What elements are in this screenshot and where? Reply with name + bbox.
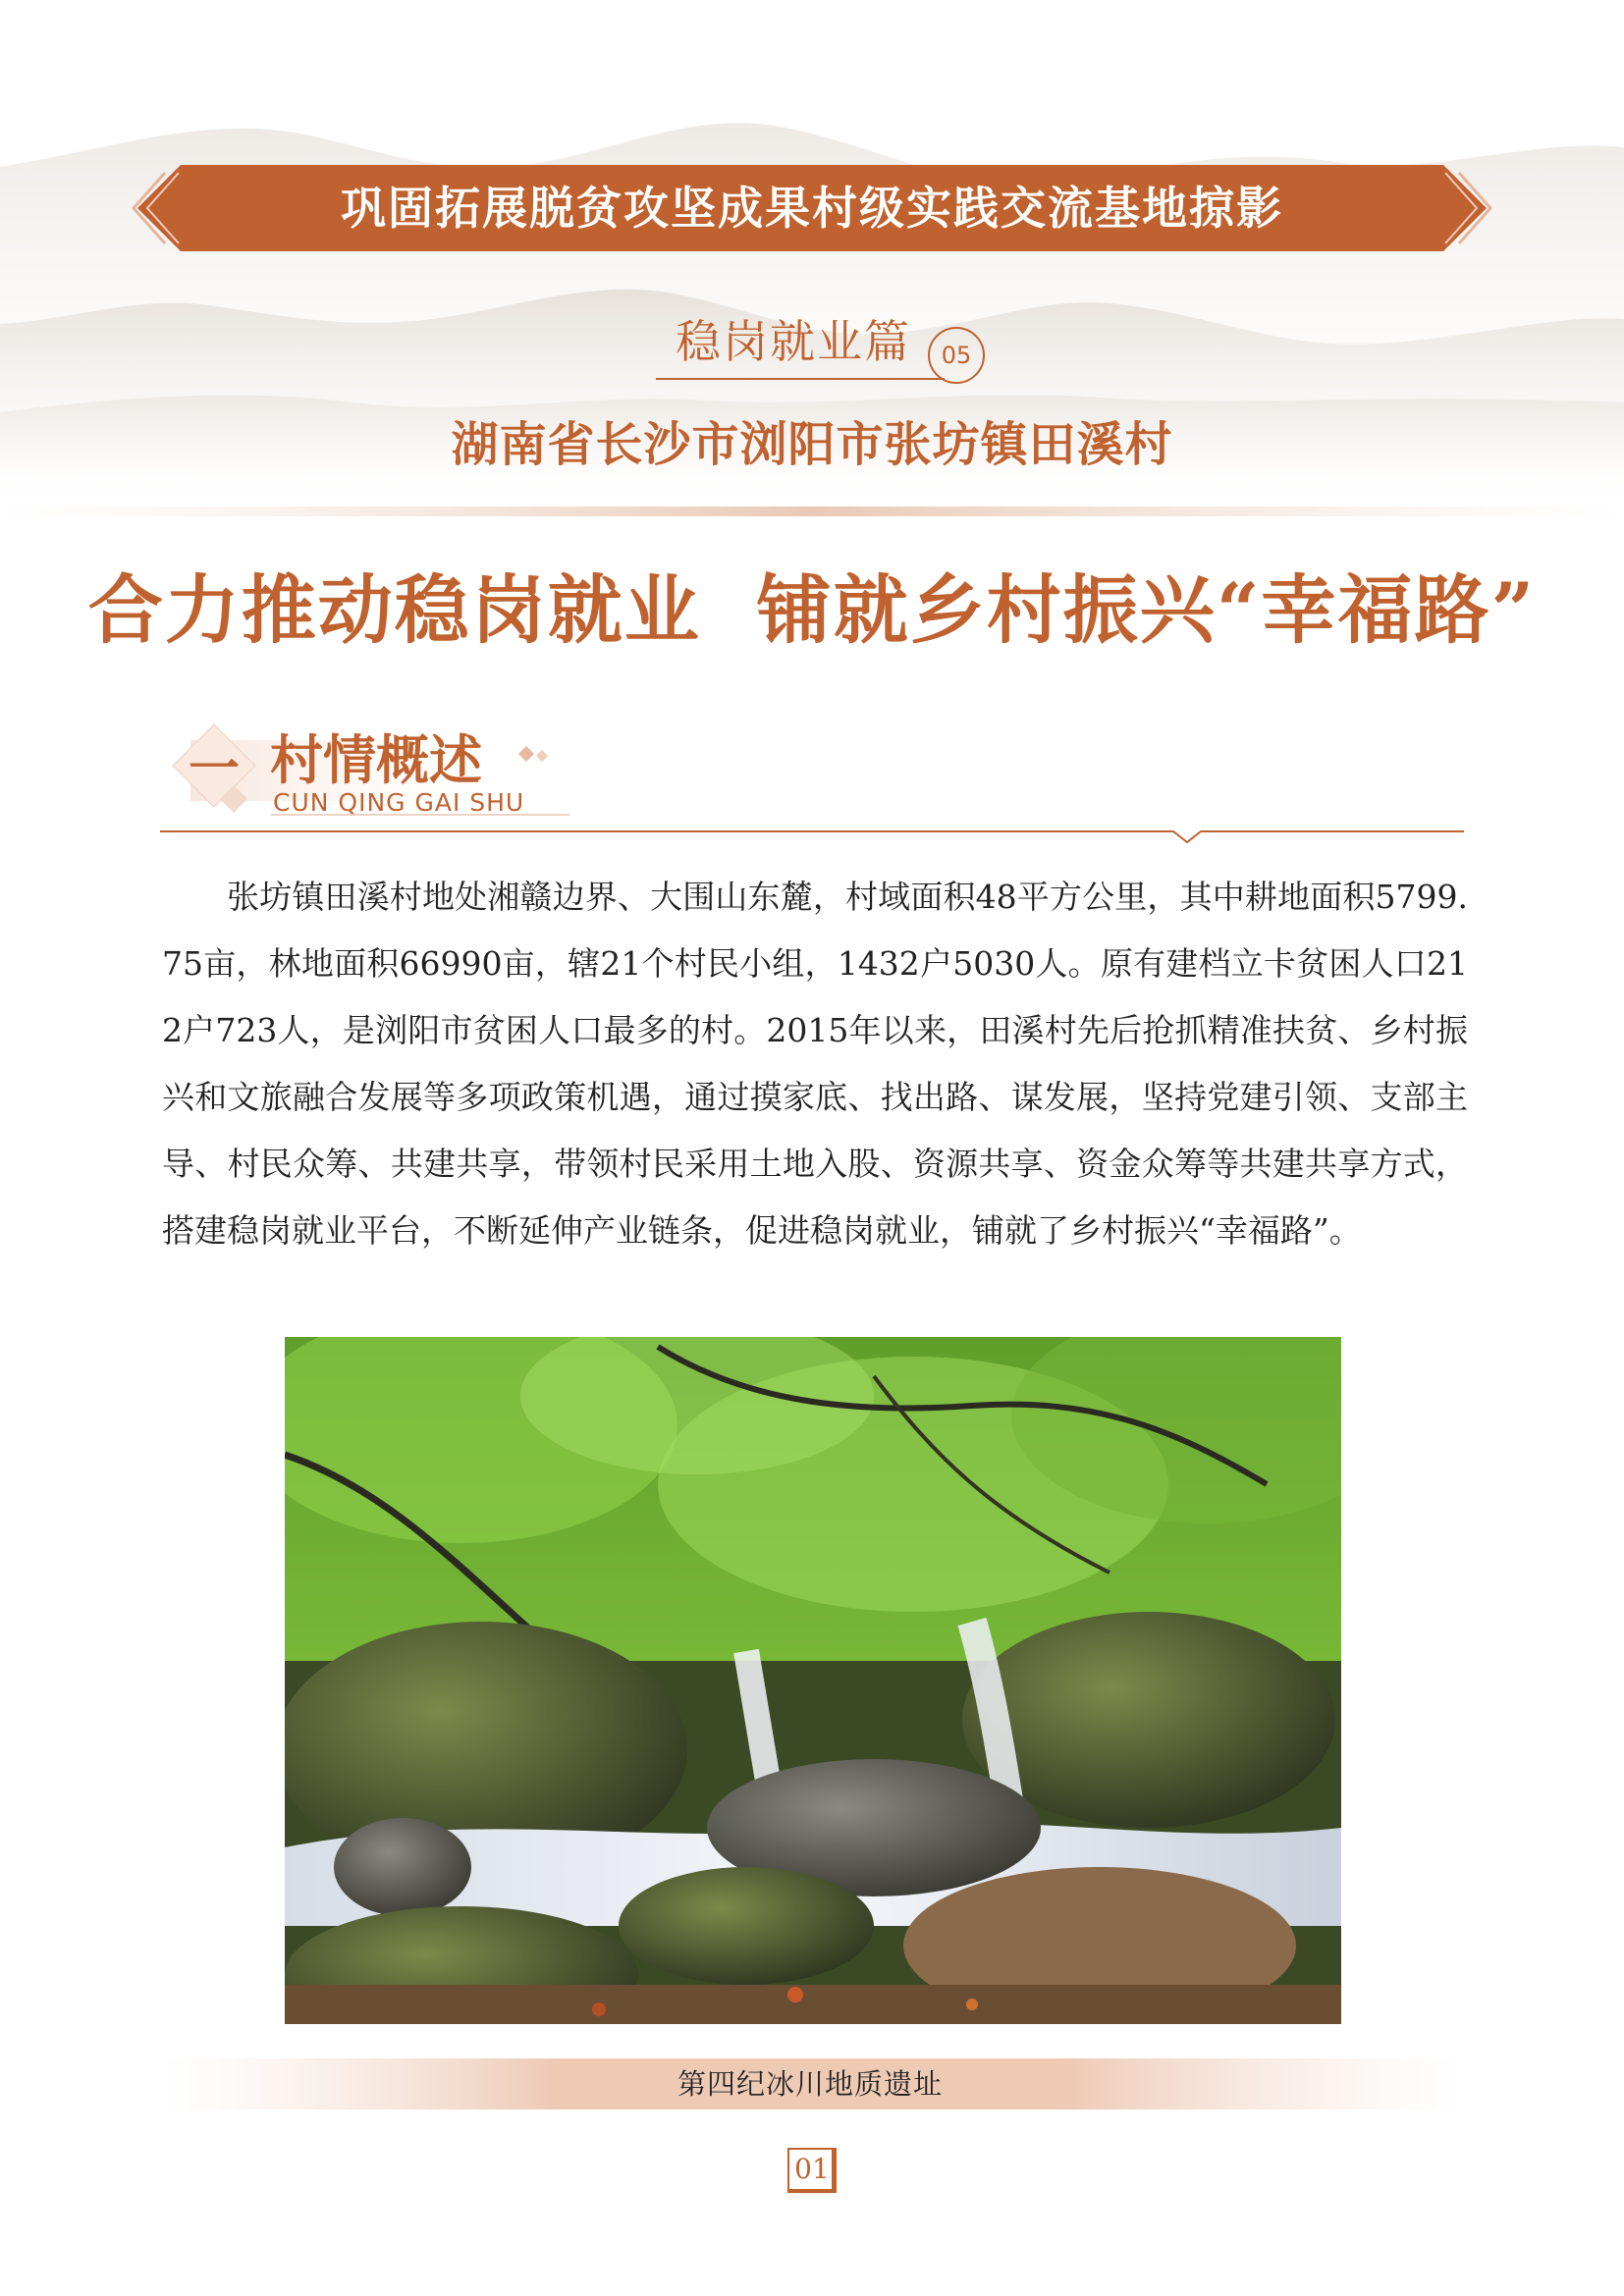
article-main-title: 合力推动稳岗就业 铺就乡村振兴“幸福路” [87, 566, 1537, 654]
section-heading-pinyin: CUN QING GAI SHU [273, 788, 525, 817]
location-title: 湖南省长沙市浏阳市张坊镇田溪村 [451, 417, 1173, 472]
heading-rule [160, 825, 1464, 844]
photo-caption: 第四纪冰川地质遗址 [677, 2067, 943, 2101]
section-label: 稳岗就业篇 [676, 315, 911, 368]
separator-band [0, 503, 1624, 520]
body-paragraph: 张坊镇田溪村地处湘赣边界、大围山东麓，村域面积48平方公里，其中耕地面积5799.75亩，林地面积66990亩，辖21个村民小组，1432户5030人。原有建档立卡贫困人口212户723人，是浏阳市贫困人口最多的村。2015年以来，田溪村先后抢抓精准扶贫、乡村振兴和文旅融合发展等多项政策机遇，通过摸家底、找出路、谋发展，坚持党建引领、支部主导、村民众筹、共建共享，带领村民采用土地入股、资源共享、资金众筹等共建共享方式，搭建稳岗就业平台，不断延伸产业链条，促进稳岗就业，铺就了乡村振兴“幸福路”。 [162, 878, 1468, 1250]
section-number: 05 [941, 342, 972, 369]
stream-forest-photo [285, 1337, 1341, 2024]
section-heading-title: 村情概述 [270, 729, 482, 791]
banner-title: 巩固拓展脱贫攻坚成果村级实践交流基地掠影 [341, 182, 1283, 235]
page-number: 01 [794, 2153, 830, 2185]
heading-number-dash: 一 [188, 740, 240, 799]
